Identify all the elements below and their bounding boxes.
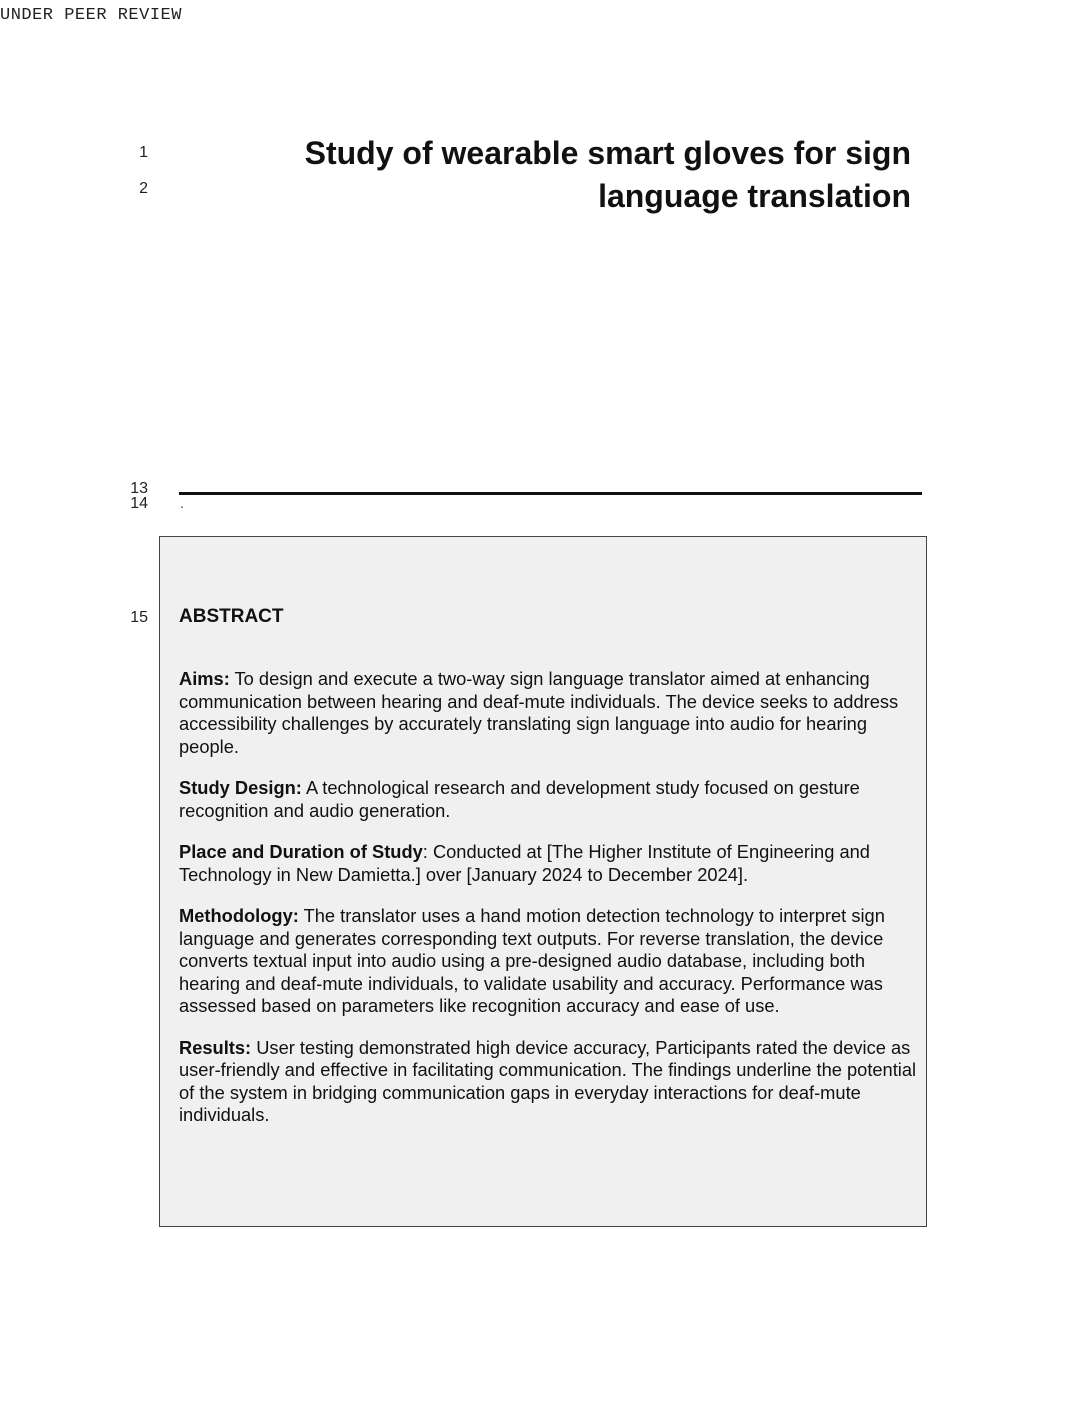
abstract-body xyxy=(179,668,921,1146)
abstract-methodology xyxy=(179,905,921,1018)
abstract-study-design-label: Study Design: xyxy=(179,777,302,798)
peer-review-watermark: UNDER PEER REVIEW xyxy=(0,6,182,25)
abstract-place-duration-label: Place and Duration of Study xyxy=(179,841,423,862)
abstract-place-duration-text: : Conducted at [The Higher Institute of Engineering and Technology in New Damietta.] over [January 2024 to December 2024]. xyxy=(179,841,870,885)
line-number-2: 2 xyxy=(139,180,148,197)
abstract-study-design-text: A technological research and development study focused on gesture recognition and audio generation. xyxy=(179,777,860,821)
abstract-results-text: User testing demonstrated high device accuracy, Participants rated the device as user-friendly and effective in facilitating communication. The findings underline the potential of the system in bridging communication gaps in everyday interactions for deaf-mute individuals. xyxy=(179,1036,917,1125)
abstract-aims xyxy=(179,668,921,758)
abstract-heading: ABSTRACT xyxy=(179,606,284,627)
paper-title-line-2: language translation xyxy=(598,178,911,214)
abstract-place-duration xyxy=(179,841,921,886)
abstract-aims-label: Aims: xyxy=(179,668,230,689)
abstract-results-label: Results: xyxy=(179,1036,252,1058)
paper-title xyxy=(211,132,911,218)
abstract-results xyxy=(179,1037,921,1127)
line-number-13: 13 xyxy=(130,480,148,497)
abstract-aims-text: To design and execute a two-way sign language translator aimed at enhancing communication between hearing and deaf-mute individuals. The device seeks to address accessibility challenges by accurately translating sign language into audio for hearing people. xyxy=(179,668,899,757)
line-number-15: 15 xyxy=(130,609,148,626)
separator-dot: . xyxy=(180,495,184,511)
line-number-14: 14 xyxy=(130,495,148,512)
abstract-methodology-label: Methodology: xyxy=(179,905,299,926)
line-number-1: 1 xyxy=(139,144,148,161)
title-separator-rule xyxy=(179,492,922,495)
abstract-study-design xyxy=(179,777,921,822)
abstract-methodology-text: The translator uses a hand motion detection technology to interpret sign language and generates corresponding text outputs. For reverse translation, the device converts textual input into audio using a pre-designed audio database, including both hearing and deaf-mute individuals, to validate usability and accuracy. Performance was assessed based on parameters like recognition accuracy and ease of use. xyxy=(179,905,885,1016)
paper-title-line-1: Study of wearable smart gloves for sign xyxy=(304,135,911,171)
